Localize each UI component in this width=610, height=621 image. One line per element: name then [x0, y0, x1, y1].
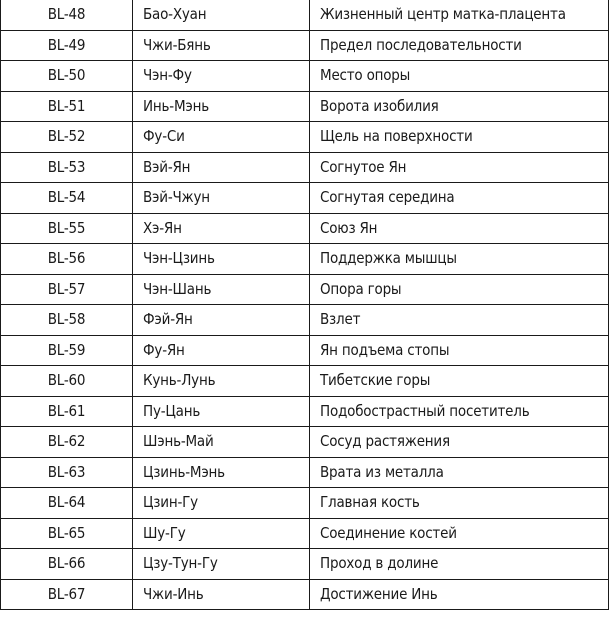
point-code-cell: BL-62 [1, 427, 133, 458]
point-meaning-cell: Ворота изобилия [310, 91, 609, 122]
point-meaning-cell: Жизненный центр матка-плацента [310, 0, 609, 30]
point-code-cell: BL-54 [1, 183, 133, 214]
table-row [1, 152, 609, 183]
acupoint-table-body [1, 0, 609, 610]
point-meaning-cell: Проход в долине [310, 549, 609, 580]
point-name-cell: Чэн-Цзинь [133, 244, 310, 275]
point-code-cell: BL-60 [1, 366, 133, 397]
point-name-cell: Вэй-Ян [133, 152, 310, 183]
point-meaning-cell: Тибетские горы [310, 366, 609, 397]
point-meaning-cell: Ян подъема стопы [310, 335, 609, 366]
point-name-cell: Чэн-Шань [133, 274, 310, 305]
point-code-cell: BL-65 [1, 518, 133, 549]
point-meaning-cell: Союз Ян [310, 213, 609, 244]
point-code-cell: BL-63 [1, 457, 133, 488]
point-name-cell: Пу-Цань [133, 396, 310, 427]
point-meaning-cell: Согнутая середина [310, 183, 609, 214]
table-row [1, 0, 609, 30]
table-row [1, 244, 609, 275]
table-row [1, 183, 609, 214]
point-code-cell: BL-51 [1, 91, 133, 122]
point-name-cell: Бао-Хуан [133, 0, 310, 30]
point-name-cell: Чжи-Бянь [133, 30, 310, 61]
table-row [1, 488, 609, 519]
point-code-cell: BL-57 [1, 274, 133, 305]
table-row [1, 61, 609, 92]
table-row [1, 396, 609, 427]
point-code-cell: BL-61 [1, 396, 133, 427]
point-name-cell: Шэнь-Май [133, 427, 310, 458]
table-row [1, 579, 609, 610]
point-meaning-cell: Согнутое Ян [310, 152, 609, 183]
point-meaning-cell: Достижение Инь [310, 579, 609, 610]
table-row [1, 274, 609, 305]
point-code-cell: BL-59 [1, 335, 133, 366]
point-name-cell: Цзинь-Мэнь [133, 457, 310, 488]
table-row [1, 518, 609, 549]
table-row [1, 122, 609, 153]
point-code-cell: BL-53 [1, 152, 133, 183]
point-code-cell: BL-58 [1, 305, 133, 336]
point-meaning-cell: Подобострастный посетитель [310, 396, 609, 427]
point-code-cell: BL-48 [1, 0, 133, 30]
point-code-cell: BL-49 [1, 30, 133, 61]
point-code-cell: BL-56 [1, 244, 133, 275]
point-meaning-cell: Главная кость [310, 488, 609, 519]
point-code-cell: BL-67 [1, 579, 133, 610]
table-row [1, 549, 609, 580]
point-code-cell: BL-64 [1, 488, 133, 519]
table-row [1, 213, 609, 244]
point-name-cell: Фу-Си [133, 122, 310, 153]
point-meaning-cell: Взлет [310, 305, 609, 336]
table-row [1, 366, 609, 397]
table-row [1, 305, 609, 336]
table-row [1, 91, 609, 122]
point-code-cell: BL-50 [1, 61, 133, 92]
point-name-cell: Инь-Мэнь [133, 91, 310, 122]
point-name-cell: Фэй-Ян [133, 305, 310, 336]
point-meaning-cell: Щель на поверхности [310, 122, 609, 153]
point-name-cell: Шу-Гу [133, 518, 310, 549]
point-meaning-cell: Место опоры [310, 61, 609, 92]
point-name-cell: Вэй-Чжун [133, 183, 310, 214]
point-meaning-cell: Соединение костей [310, 518, 609, 549]
table-row [1, 335, 609, 366]
point-name-cell: Хэ-Ян [133, 213, 310, 244]
point-name-cell: Чэн-Фу [133, 61, 310, 92]
point-name-cell: Цзу-Тун-Гу [133, 549, 310, 580]
point-meaning-cell: Опора горы [310, 274, 609, 305]
point-code-cell: BL-52 [1, 122, 133, 153]
table-row [1, 427, 609, 458]
point-name-cell: Цзин-Гу [133, 488, 310, 519]
point-name-cell: Кунь-Лунь [133, 366, 310, 397]
point-meaning-cell: Сосуд растяжения [310, 427, 609, 458]
point-meaning-cell: Предел последовательности [310, 30, 609, 61]
point-code-cell: BL-55 [1, 213, 133, 244]
table-row [1, 457, 609, 488]
point-meaning-cell: Врата из металла [310, 457, 609, 488]
point-name-cell: Фу-Ян [133, 335, 310, 366]
point-code-cell: BL-66 [1, 549, 133, 580]
point-name-cell: Чжи-Инь [133, 579, 310, 610]
point-meaning-cell: Поддержка мышцы [310, 244, 609, 275]
table-row [1, 30, 609, 61]
